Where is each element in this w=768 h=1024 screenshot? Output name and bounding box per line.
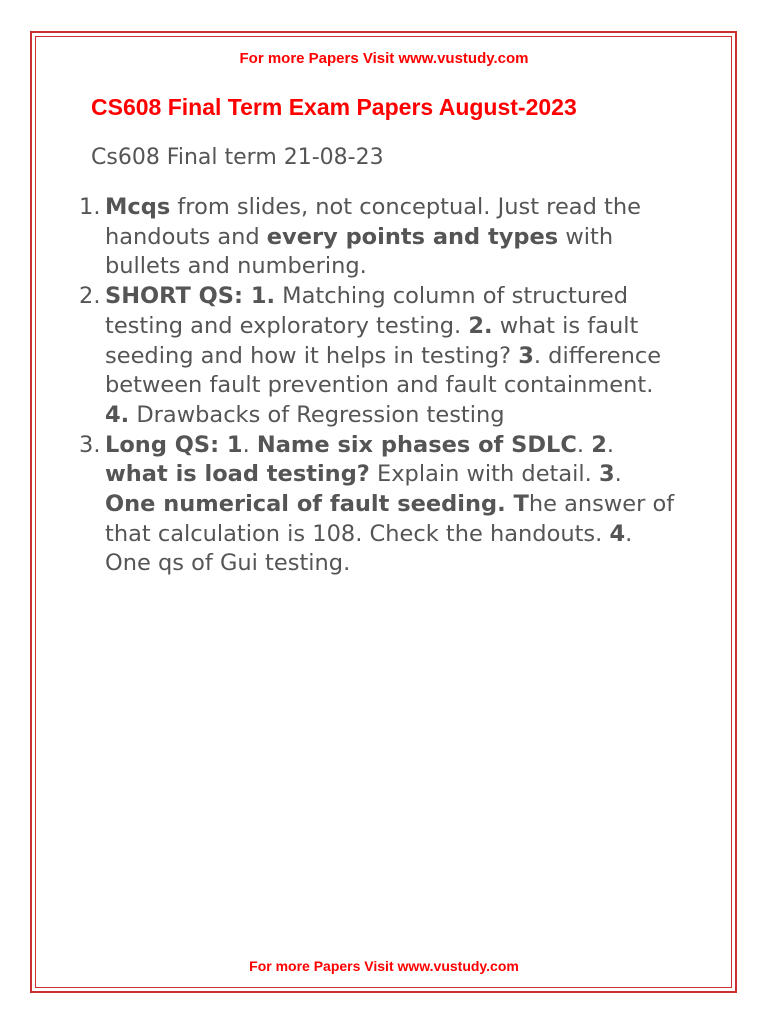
question-list bbox=[79, 193, 679, 579]
item-text-bold: One numerical of fault seeding. T bbox=[105, 491, 529, 518]
item-text: Matching column of structured testing and exploratory testing. bbox=[105, 283, 628, 339]
item-text-bold: Long QS: 1 bbox=[105, 431, 243, 458]
item-text-bold: 4 bbox=[609, 520, 626, 547]
item-text: what is fault seeding and how it helps in testing? bbox=[105, 312, 639, 369]
item-text-bold: what is load testing? bbox=[105, 461, 370, 488]
item-number: 1. bbox=[79, 194, 101, 220]
item-text: . bbox=[614, 461, 622, 488]
item-text: from slides, not conceptual. Just read the handouts and bbox=[105, 194, 641, 250]
item-text: . One qs of Gui testing. bbox=[105, 520, 633, 577]
item-text-bold: 4. bbox=[105, 401, 130, 428]
item-text-bold: Name six phases of SDLC bbox=[256, 431, 577, 458]
document-title: CS608 Final Term Exam Papers August-2023 bbox=[91, 94, 577, 120]
item-text-bold: 3 bbox=[598, 461, 615, 488]
item-text-bold: 3 bbox=[518, 342, 534, 369]
header-banner: For more Papers Visit www.vustudy.com bbox=[239, 50, 529, 67]
item-text-bold: 2 bbox=[591, 431, 607, 458]
item-text: Drawbacks of Regression testing bbox=[129, 401, 505, 428]
item-text: . bbox=[242, 431, 257, 458]
item-text: . bbox=[576, 431, 592, 458]
item-text: Explain with detail. bbox=[369, 461, 599, 488]
item-number: 2. bbox=[79, 283, 101, 310]
item-text-bold: SHORT QS: 1. bbox=[105, 283, 276, 310]
item-text: . bbox=[606, 431, 615, 458]
item-text: with bullets and numbering. bbox=[105, 223, 614, 280]
footer-banner: For more Papers Visit www.vustudy.com bbox=[249, 958, 519, 974]
item-text: . difference between fault prevention and fault containment. bbox=[105, 342, 662, 399]
list-item bbox=[79, 193, 679, 282]
item-text-bold: 2. bbox=[468, 312, 493, 339]
item-text-bold: Mcqs bbox=[105, 194, 171, 220]
item-number: 3. bbox=[79, 431, 101, 458]
list-item bbox=[79, 431, 679, 580]
item-text-bold: every points and types bbox=[266, 223, 559, 250]
document-subtitle: Cs608 Final term 21-08-23 bbox=[91, 145, 384, 170]
list-item bbox=[79, 282, 679, 431]
item-text: he answer of that calculation is 108. Check the handouts. bbox=[105, 491, 675, 547]
